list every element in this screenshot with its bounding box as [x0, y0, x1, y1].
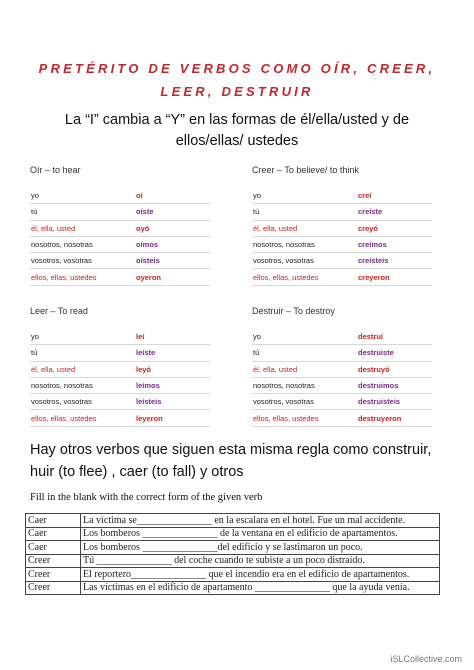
pronoun-cell: tú [30, 345, 135, 361]
verb-form-cell: destruiste [357, 345, 432, 361]
table-row [252, 361, 432, 377]
watermark-footer: iSLCollective.com [390, 654, 462, 664]
sentence-cell[interactable]: Tú _______________ del coche cuando te subiste a un poco distraído. [81, 554, 440, 568]
pronoun-cell: él, ella, usted [30, 220, 135, 236]
table-row [252, 410, 432, 426]
pronoun-cell: él, ella, usted [252, 361, 357, 377]
sentence-cell[interactable]: Las víctimas en el edificio de apartamento _______________ que la ayuda venía. [81, 581, 440, 595]
pronoun-cell: yo [252, 188, 357, 204]
verb-cell: Caer [26, 514, 81, 528]
conjugation-table [30, 329, 210, 427]
table-row [252, 329, 432, 345]
pronoun-cell: nosotros, nosotras [252, 236, 357, 252]
exercise-instruction: Fill in the blank with the correct form of the given verb [30, 492, 263, 503]
verb-form-cell: leímos [135, 377, 210, 393]
table-row [30, 253, 210, 269]
pronoun-cell: él, ella, usted [30, 361, 135, 377]
verb-form-cell: oíste [135, 204, 210, 220]
sentence-cell[interactable]: La víctima se_______________ en la escalara en el hotel. Fue un mal accidente. [81, 514, 440, 528]
conjugation-heading: Creer – To believe/ to think [252, 165, 359, 175]
conjugation-heading: Leer – To read [30, 306, 88, 316]
pronoun-cell: ellos, ellas, ustedes [252, 410, 357, 426]
verb-form-cell: leí [135, 329, 210, 345]
table-row [30, 188, 210, 204]
conjugation-leer [30, 306, 210, 427]
verb-form-cell: creí [357, 188, 432, 204]
verb-cell: Caer [26, 527, 81, 541]
pronoun-cell: vosotros, vosotras [252, 394, 357, 410]
table-row [30, 269, 210, 285]
conjugation-destruir [252, 306, 432, 427]
pronoun-cell: yo [252, 329, 357, 345]
table-row [252, 204, 432, 220]
table-row [26, 554, 440, 568]
table-row [26, 568, 440, 582]
pronoun-cell: nosotros, nosotras [252, 377, 357, 393]
table-row [252, 394, 432, 410]
pronoun-cell: él, ella, usted [252, 220, 357, 236]
pronoun-cell: vosotros, vosotras [252, 253, 357, 269]
pronoun-cell: tú [252, 204, 357, 220]
verb-form-cell: destruyeron [357, 410, 432, 426]
table-row [26, 527, 440, 541]
pronoun-cell: tú [252, 345, 357, 361]
verb-form-cell: destruí [357, 329, 432, 345]
verb-form-cell: oyó [135, 220, 210, 236]
table-row [30, 361, 210, 377]
pronoun-cell: nosotros, nosotras [30, 377, 135, 393]
conjugation-table [30, 188, 210, 286]
table-row [30, 394, 210, 410]
pronoun-cell: tú [30, 204, 135, 220]
table-row [30, 236, 210, 252]
sentence-cell[interactable]: El reportero_______________ que el incendio era en el edificio de apartamentos. [81, 568, 440, 582]
pronoun-cell: vosotros, vosotras [30, 253, 135, 269]
sentence-cell[interactable]: Los bomberos _______________del edificio y se lastimaron un poco. [81, 541, 440, 555]
pronoun-cell: ellos, ellas, ustedes [30, 410, 135, 426]
pronoun-cell: ellos, ellas, ustedes [252, 269, 357, 285]
pronoun-cell: nosotros, nosotras [30, 236, 135, 252]
verb-form-cell: creíste [357, 204, 432, 220]
exercise-table [25, 513, 440, 595]
verb-cell: Creer [26, 568, 81, 582]
verb-form-cell: leíste [135, 345, 210, 361]
verb-form-cell: leísteis [135, 394, 210, 410]
conjugation-heading: Destruir – To destroy [252, 306, 335, 316]
table-row [252, 236, 432, 252]
table-row [26, 581, 440, 595]
table-row [26, 541, 440, 555]
verb-form-cell: oísteis [135, 253, 210, 269]
verb-form-cell: leyó [135, 361, 210, 377]
verb-form-cell: creísteis [357, 253, 432, 269]
conjugation-heading: Oír – to hear [30, 165, 81, 175]
pronoun-cell: ellos, ellas, ustedes [30, 269, 135, 285]
verb-form-cell: creyeron [357, 269, 432, 285]
verb-form-cell: creímos [357, 236, 432, 252]
pronoun-cell: yo [30, 188, 135, 204]
verb-cell: Caer [26, 541, 81, 555]
table-row [30, 220, 210, 236]
conjugation-table [252, 329, 432, 427]
conjugation-oir [30, 165, 210, 286]
table-row [30, 329, 210, 345]
table-row [30, 410, 210, 426]
verb-form-cell: oyeron [135, 269, 210, 285]
verb-form-cell: destruimos [357, 377, 432, 393]
verb-form-cell: oímos [135, 236, 210, 252]
pronoun-cell: vosotros, vosotras [30, 394, 135, 410]
verb-form-cell: creyó [357, 220, 432, 236]
table-row [252, 269, 432, 285]
table-row [30, 377, 210, 393]
verb-form-cell: destruyó [357, 361, 432, 377]
rule-subtitle: La “I” cambia a “Y” en las formas de él/ella/usted y de ellos/ellas/ ustedes [64, 112, 410, 149]
verb-cell: Creer [26, 554, 81, 568]
conjugation-table [252, 188, 432, 286]
table-row [252, 345, 432, 361]
sentence-cell[interactable]: Los bomberos _______________ de la ventana en el edificio de apartamentos. [81, 527, 440, 541]
page-title: PRETÉRITO DE VERBOS COMO OÍR, CREER, LEER, DESTRUIR [38, 61, 436, 99]
conjugation-creer [252, 165, 432, 286]
table-row [252, 377, 432, 393]
table-row [252, 220, 432, 236]
table-row [26, 514, 440, 528]
pronoun-cell: yo [30, 329, 135, 345]
table-row [252, 253, 432, 269]
verb-form-cell: oí [135, 188, 210, 204]
verb-cell: Creer [26, 581, 81, 595]
verb-form-cell: destruisteis [357, 394, 432, 410]
other-verbs-note: Hay otros verbos que siguen esta misma regla como construir, huir (to flee) , caer (to fall) y otros [30, 442, 432, 480]
table-row [30, 204, 210, 220]
table-row [252, 188, 432, 204]
verb-form-cell: leyeron [135, 410, 210, 426]
table-row [30, 345, 210, 361]
